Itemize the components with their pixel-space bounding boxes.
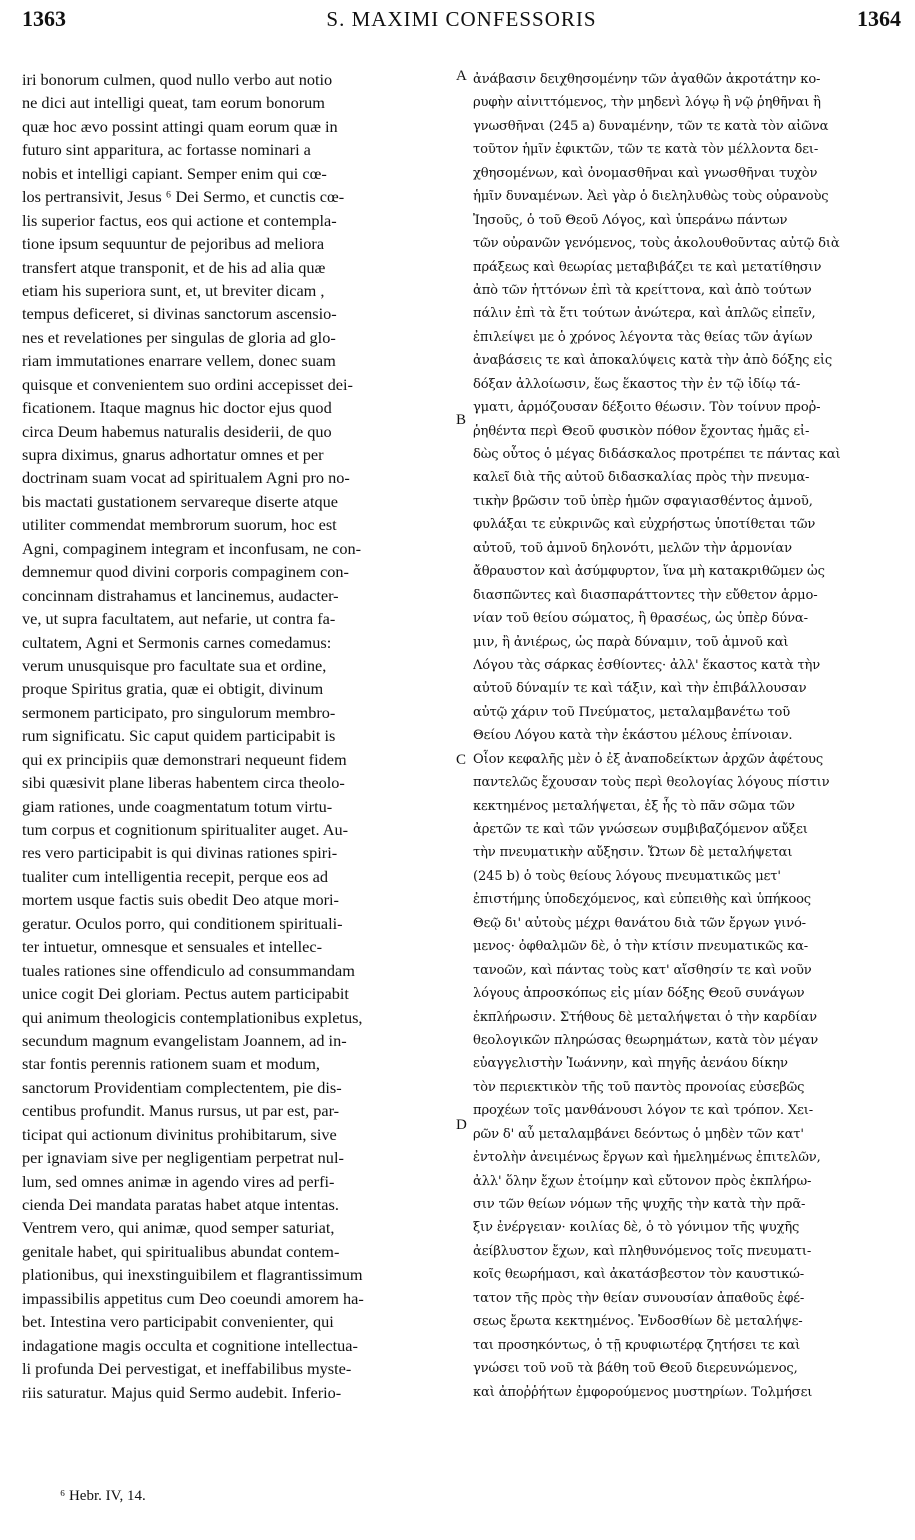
greek-text-line: νίαν τοῦ θείου σώματος, ἢ θρασέως, ὡς ὑπὲρ δύνα-: [473, 611, 808, 627]
running-header: [22, 6, 901, 52]
greek-text-line: γματι, ἁρμόζουσαν δέξοιτο θέωσιν. Τὸν τοίνυν προῤ-: [473, 400, 821, 416]
greek-text-line: θεολογικῶν πληρώσας θεωρημάτων, κατὰ τὸν μέγαν: [473, 1032, 819, 1048]
greek-text-line: αὐτῷ χάριν τοῦ Πνεύματος, μεταλαμβανέτω τοῦ: [473, 704, 791, 720]
latin-text-line: ne dici aut intelligi queat, tam eorum bonorum: [22, 93, 325, 113]
latin-text-line: tione ipsum sequuntur de pejoribus ad meliora: [22, 234, 325, 254]
latin-text-line: ve, ut supra facultatem, aut nefarie, ut contra fa-: [22, 609, 336, 629]
greek-text-line: ἐντολὴν ἀνειμένως ἔργων καὶ ἠμελημένως ἐπιτελῶν,: [473, 1150, 821, 1166]
latin-text-line: geratur. Oculos porro, qui conditionem spirituali-: [22, 913, 343, 933]
latin-text-line: genitale habet, qui spiritualibus abundat contem-: [22, 1241, 340, 1261]
latin-text-line: unice cogit Dei gloriam. Pectus autem participabit: [22, 984, 349, 1004]
left-page-number: 1363: [22, 6, 66, 31]
greek-text-line: ἄθραυστον καὶ ἀσύμφυρτον, ἵνα μὴ κατακριθῶμεν ὡς: [473, 564, 825, 580]
greek-text-line: λόγους ἀπροσκόπως εἰς μίαν δόξης Θεοῦ συνάγων: [473, 986, 805, 1002]
greek-text-line: τὴν πνευματικὴν αὔξησιν. Ὤτων δὲ μεταλήψεται: [473, 845, 793, 861]
margin-letter-b: B: [456, 412, 467, 428]
latin-text-line: cultatem, Agni et Sermonis carnes comedamus:: [22, 632, 332, 652]
latin-text-line: tum corpus et cognitionum spiritualiter auget. Au-: [22, 820, 349, 839]
latin-text-line: tuales rationes sine offendiculo ad consummandam: [22, 960, 355, 980]
latin-text-line: ficationem. Itaque magnus hic doctor ejus quod: [22, 398, 332, 418]
latin-text-line: circa Deum habemus naturalis desiderii, de quo: [22, 421, 332, 441]
greek-text-line: αὐτοῦ δύναμίν τε καὶ τάξιν, καὶ τὴν ἐπιβάλλουσαν: [473, 681, 807, 697]
greek-text-line: Ἰησοῦς, ὁ τοῦ Θεοῦ Λόγος, καὶ ὑπεράνω πάντων: [473, 212, 788, 228]
greek-text-line: ἐπιστήμης ὑποδεχόμενος, καὶ εὐπειθὴς καὶ ὑπήκοος: [473, 892, 811, 908]
greek-text-line: δόξαν ἀλλοίωσιν, ἕως ἕκαστος τὴν ἐν τῷ ἰδίῳ τά-: [473, 376, 801, 392]
latin-text-line: tualiter cum intelligentia recepit, perque eos ad: [22, 866, 329, 886]
latin-text-line: utiliter commendat membrorum suorum, hoc est: [22, 515, 337, 535]
greek-text-line: δὼς οὗτος ὁ μέγας διδάσκαλος προτρέπει τε πάντας καὶ: [473, 447, 841, 462]
latin-text-line: lum, sed omnes animæ in agendo vires ad perfi-: [22, 1171, 335, 1191]
greek-text-line: σεως ἔρωτα κεκτημένος. Ἐνδοσθίων δὲ μεταλήψε-: [473, 1314, 803, 1330]
greek-column: [473, 68, 905, 1436]
greek-text-line: ἐκπλήρωσιν. Στήθους δὲ μεταλήψεται ὁ τὴν καρδίαν: [473, 1009, 817, 1025]
greek-text-line: (245 b) ὁ τοὺς θείους λόγους πνευματικῶς μετ': [473, 868, 781, 884]
latin-text-line: centibus profundit. Manus rursus, ut par est, par-: [22, 1101, 340, 1121]
greek-text-line: ῥηθέντα περὶ Θεοῦ φυσικὸν πόθον ἔχοντας ἡμᾶς εἰ-: [473, 423, 810, 439]
latin-text-line: sibi quæsivit plane liberas habentem circa theolo-: [22, 773, 345, 793]
latin-text-line: proque Spiritus gratia, quæ ei obtigit, divinum: [22, 679, 324, 699]
latin-text-line: quisque et convenientem suo ordini accepisset dei-: [22, 374, 353, 394]
greek-text-line: Λόγου τὰς σάρκας ἐσθίοντες· ἀλλ' ἕκαστος κατὰ τὴν: [473, 657, 821, 673]
greek-text-line: πράξεως καὶ θεωρίας μεταβιβάζει τε καὶ μετατίθησιν: [473, 259, 822, 275]
greek-text-line: τοῦτον ἡμῖν ἐφικτῶν, τῶν τε κατὰ τὸν μέλλοντα δει-: [473, 142, 819, 158]
greek-text-line: γνωσθῆναι (245 a) δυναμένην, τῶν τε κατὰ τὸν αἰῶνα: [473, 118, 829, 134]
greek-text-line: σιν τῶν θείων νόμων τῆς ψυχῆς τὴν κατὰ τὴν πρᾶ-: [473, 1197, 806, 1212]
greek-text-line: καλεῖ διὰ τῆς αὐτοῦ διδασκαλίας πρὸς τὴν πνευμα-: [473, 470, 810, 486]
latin-text-line: Ventrem vero, qui animæ, quod semper saturiat,: [22, 1218, 335, 1238]
greek-text-line: τατον τῆς πρὸς τὴν θείαν συνουσίαν ἀπαθοῦς ἐφέ-: [473, 1290, 805, 1306]
latin-text-line: giam rationes, unde coagmentatum totum virtu-: [22, 796, 333, 816]
latin-text-line: supra diximus, gnarus adhortatur omnes et per: [22, 445, 324, 464]
greek-text-line: μενος· ὀφθαλμῶν δὲ, ὁ τὴν κτίσιν πνευματικῶς κα-: [473, 939, 809, 955]
greek-text-line: προχέων τοῖς μανθάνουσι λόγον τε καὶ τρόπον. Χει-: [473, 1103, 813, 1119]
latin-text-line: mortem usque factis suis obedit Deo atque mori-: [22, 890, 339, 910]
right-page-number: 1364: [856, 6, 901, 31]
latin-text-line: cienda Dei mandata paratas habet atque intentas.: [22, 1195, 339, 1214]
latin-text-line: ticipat qui actionum divinitus prohibitarum, sive: [22, 1124, 337, 1144]
latin-text-line: demnemur quod divini corporis compaginem con-: [22, 562, 349, 582]
greek-text-line: αὐτοῦ, τοῦ ἀμνοῦ δηλονότι, μελῶν τὴν ἁρμονίαν: [473, 540, 792, 556]
latin-text-line: bis mactati gustationem servareque diserte atque: [22, 491, 339, 511]
margin-letter-c: C: [456, 752, 467, 768]
latin-text-line: nobis et intelligi capiant. Semper enim qui cœ-: [22, 163, 327, 183]
latin-text-line: per ignaviam sive per negligentiam perpetrat nul-: [22, 1148, 344, 1168]
greek-text-line: ἀρετῶν τε καὶ τῶν γνώσεων συμβιβαζόμενον αὔξει: [473, 822, 808, 837]
margin-letter-a: A: [456, 68, 467, 84]
greek-text-line: ρῶν δ' αὖ μεταλαμβάνει δεόντως ὁ μηδὲν τῶν κατ': [473, 1126, 804, 1142]
latin-text-line: sanctorum Providentiam complectentem, pie dis-: [22, 1077, 342, 1097]
footnote: ⁶ Hebr. IV, 14.: [60, 1488, 146, 1504]
greek-text-line: ξιν ἐνέργειαν· κοιλίας δὲ, ὁ τὸ γόνιμον τῆς ψυχῆς: [473, 1220, 800, 1236]
greek-text-line: ἡμῖν δυναμένων. Ἀεὶ γὰρ ὁ διεληλυθὼς τοὺς οὐρανοὺς: [473, 189, 829, 205]
latin-text-line: ter intuetur, omnesque et sensuales et intellec-: [22, 937, 322, 957]
greek-text-line: ἀναβάσεις τε καὶ ἀποκαλύψεις κατὰ τὴν ἀπὸ δόξης εἰς: [473, 353, 833, 369]
greek-text-line: πάλιν ἐπὶ τὰ ἔτι τούτων ἀνώτερα, καὶ ἁπλῶς εἰπεῖν,: [473, 306, 816, 322]
latin-text-line: qui ex principiis quæ demonstrari nequeunt fidem: [22, 749, 347, 769]
latin-column: [22, 68, 452, 1436]
greek-text-line: ἀνάβασιν δειχθησομένην τῶν ἀγαθῶν ἀκροτάτην κο-: [473, 72, 821, 87]
latin-text-line: doctrinam suam vocat ad spiritualem Agni pro no-: [22, 468, 350, 488]
latin-text-line: bet. Intestina vero participabit convenienter, qui: [22, 1312, 334, 1332]
margin-letter-d: D: [456, 1117, 467, 1133]
greek-text-line: τῶν οὐρανῶν γενόμενος, τοὺς ἀκολουθοῦντας αὐτῷ διὰ: [473, 236, 840, 252]
latin-text-line: lis superior factus, eos qui actione et contempla-: [22, 210, 337, 230]
latin-text-line: star fontis perennis rationem suam et modum,: [22, 1054, 320, 1074]
greek-text-line: Θεῷ δι' αὐτοὺς μέχρι θανάτου διὰ τῶν ἔργων γινό-: [473, 915, 806, 931]
latin-text-line: secundum magnum evangelistam Joannem, ad in-: [22, 1030, 347, 1050]
latin-text-line: los pertransivit, Jesus ⁶ Dei Sermo, et cunctis cœ-: [22, 187, 345, 207]
greek-text-line: ται προσηκόντως, ὁ τῇ κρυφιωτέρᾳ ζητήσει τε καὶ: [473, 1337, 801, 1353]
latin-text-line: Agni, compaginem integram et inconfusam, ne con-: [22, 538, 362, 558]
latin-text-line: tempus deficeret, si divinas sanctorum ascensio-: [22, 304, 337, 324]
greek-text-line: τικὴν βρῶσιν τοῦ ὑπὲρ ἡμῶν σφαγιασθέντος ἀμνοῦ,: [473, 493, 813, 509]
greek-text-line: κοῖς θεωρήμασι, καὶ ἀκατάσβεστον τὸν καυστικώ-: [473, 1267, 805, 1283]
latin-text-line: riam immutationes enarrare vellem, donec suam: [22, 351, 336, 371]
greek-text-line: Θείου Λόγου κατὰ τὴν ἑκάστου μέλους ἐπίνοιαν.: [473, 728, 793, 744]
latin-text-line: etiam his superiora sunt, et, ut breviter dicam ,: [22, 280, 325, 300]
running-title: S. MAXIMI CONFESSORIS: [326, 7, 597, 31]
latin-text-line: li profunda Dei pervestigat, et ineffabilibus myste-: [22, 1359, 352, 1379]
latin-text-line: res vero participabit is qui divinas rationes spiri-: [22, 843, 338, 863]
latin-text-line: rum significatu. Sic caput quidem participabit is: [22, 726, 336, 746]
latin-text-line: riis saturatur. Majus quid Sermo audebit. Inferio-: [22, 1382, 342, 1402]
latin-text-line: verum unusquisque pro facultate sua et ordine,: [22, 655, 327, 675]
greek-text-line: φυλάξαι τε εὐκρινῶς καὶ εὐχρήστως ὑποτίθεται τῶν: [473, 517, 816, 533]
greek-text-line: ρυφὴν αἰνιττόμενος, τὴν μηδενὶ λόγῳ ἢ νῷ ῥηθῆναι ἢ: [473, 95, 821, 111]
greek-text-line: γνώσει τοῦ νοῦ τὰ βάθη τοῦ Θεοῦ διερευνώμενος,: [473, 1361, 798, 1377]
greek-text-line: ἀπὸ τῶν ἡττόνων ἐπὶ τὰ κρείττονα, καὶ ἀπὸ τούτων: [473, 282, 812, 298]
latin-text-line: quæ hoc ævo possint attingi quam eorum quæ in: [22, 116, 338, 136]
greek-text-line: ἐπιλείψει με ὁ χρόνος λέγοντα τὰς θείας τῶν ἁγίων: [473, 329, 813, 345]
greek-text-line: μιν, ἢ ἀνιέρως, ὡς παρὰ δύναμιν, τοῦ ἀμνοῦ καὶ: [473, 634, 789, 650]
latin-text-line: sermonem participato, pro singulorum membro-: [22, 702, 336, 722]
greek-text-line: διασπῶντες καὶ διασπαράττοντες τὴν εὔθετον ἁρμο-: [473, 587, 818, 603]
greek-text-line: Οἷον κεφαλῆς μὲν ὁ ἐξ ἀναποδείκτων ἀρχῶν ἀφέτους: [473, 751, 824, 767]
latin-text-line: iri bonorum culmen, quod nullo verbo aut notio: [22, 70, 333, 89]
greek-text-line: τανοῶν, καὶ πάντας τοὺς κατ' αἴσθησίν τε καὶ νοῦν: [473, 962, 812, 978]
latin-text-line: indagatione magis occulta et cognitione intellectua-: [22, 1335, 358, 1355]
latin-text-line: nes et revelationes per singulas de gloria ad glo-: [22, 327, 336, 347]
latin-text-line: plationibus, qui inexstinguibilem et flagrantissimum: [22, 1265, 363, 1285]
latin-text-line: futuro sint apparitura, ac fortasse nominari a: [22, 140, 311, 160]
latin-text-line: transfert atque transponit, et de his ad alia quæ: [22, 257, 326, 277]
latin-text-line: concinnam distrahamus et lancinemus, audacter-: [22, 585, 339, 605]
greek-text-line: τὸν περιεκτικὸν τῆς τοῦ παντὸς προνοίας εὐσεβῶς: [473, 1079, 805, 1095]
greek-text-line: κεκτημένος μεταλήψεται, ἐξ ἧς τὸ πᾶν σῶμα τῶν: [473, 798, 795, 814]
latin-text-line: qui animum theologicis contemplationibus expletus,: [22, 1007, 363, 1027]
greek-text-line: καὶ ἀποῤῥήτων ἐμφορούμενος μυστηρίων. Τολμήσει: [473, 1384, 813, 1400]
greek-text-line: χθησομένων, καὶ ὀνομασθῆναι καὶ γνωσθῆναι τυχὸν: [473, 165, 818, 181]
greek-text-line: ἀλλ' ὅλην ἔχων ἑτοίμην καὶ εὔτονον πρὸς ἐκπλήρω-: [473, 1173, 812, 1189]
greek-text-line: ἀείβλυστον ἔχων, καὶ πληθυνόμενος τοῖς πνευματι-: [473, 1243, 812, 1259]
greek-text-line: εὐαγγελιστὴν Ἰωάννην, καὶ πηγῆς ἀενάου δίκην: [473, 1056, 788, 1072]
greek-text-line: παντελῶς ἔχουσαν τοὺς περὶ θεολογίας λόγους πίστιν: [473, 775, 830, 791]
latin-text-line: impassibilis appetitus cum Deo coeundi amorem ha-: [22, 1288, 364, 1308]
